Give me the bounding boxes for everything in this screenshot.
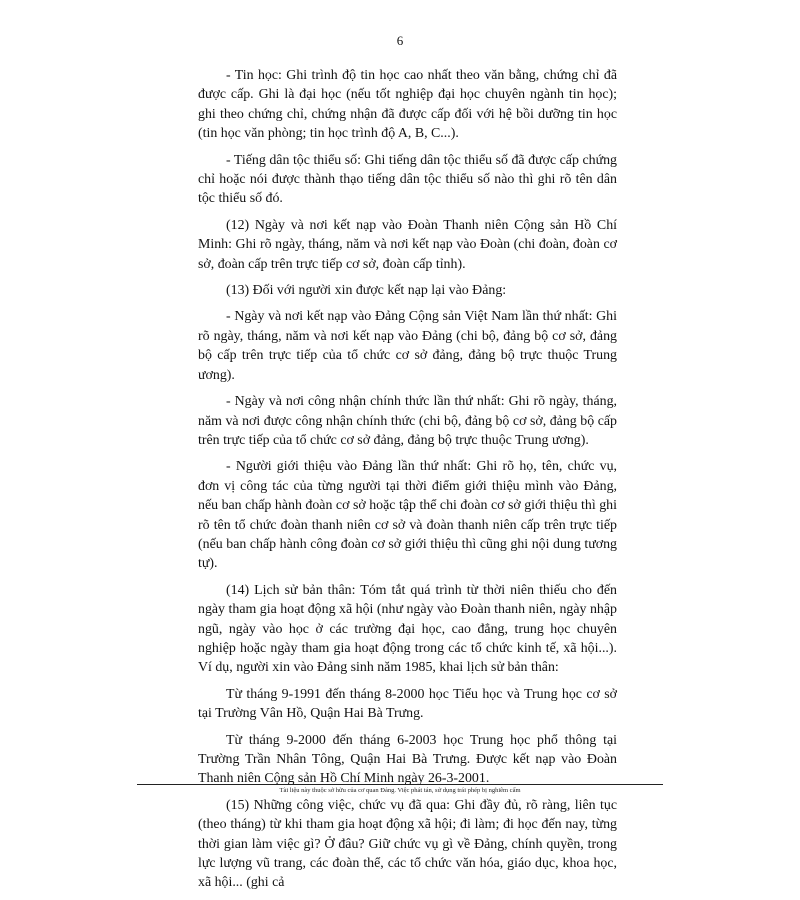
paragraph-13-ket-nap: - Ngày và nơi kết nạp vào Đảng Cộng sản Việt Nam lần thứ nhất: Ghi rõ ngày, tháng, năm và nơi kết nạp vào Đảng (chi bộ, đảng bộ cơ sở, đảng bộ cấp trên trực tiếp của tổ chức cơ sở đảng, đảng bộ trực thuộc Trung ương). [198, 309, 617, 383]
paragraph-14-example-2: Từ tháng 9-2000 đến tháng 6-2003 học Trung học phổ thông tại Trường Trần Nhân Tông, Quận Hai Bà Trưng. Được kết nạp vào Đoàn Thanh niên Cộng sản Hồ Chí Minh ngày 26-3-2001. [198, 732, 617, 787]
paragraph-14-lich-su: (14) Lịch sử bản thân: Tóm tắt quá trình từ thời niên thiếu cho đến ngày tham gia hoạt động xã hội (như ngày vào Đoàn thanh niên, ngày nhập ngũ, ngày vào học ở các trường đại học, cao đẳng, trung học chuyên nghiệp hoặc ngày tham gia hoạt động trong các tổ chức kinh tế, xã hội...). Ví dụ, người xin vào Đảng sinh năm 1985, khai lịch sử bản thân: [198, 582, 617, 676]
paragraph-tieng-dan-toc: - Tiếng dân tộc thiểu số: Ghi tiếng dân tộc thiểu số đã được cấp chứng chỉ hoặc nói được thành thạo tiếng dân tộc thiểu số nào thì ghi rõ tên dân tộc thiểu số đó. [198, 152, 617, 207]
paragraph-15-cong-viec: (15) Những công việc, chức vụ đã qua: Ghi đầy đủ, rõ ràng, liên tục (theo tháng) từ khi tham gia hoạt động xã hội; đi làm; đi học đến nay, từng thời gian làm việc gì? Ở đâu? Giữ chức vụ gì về Đảng, chính quyền, trong lực lượng vũ trang, các đoàn thể, các tổ chức văn hóa, giáo dục, khoa học, xã hội... (ghi cả [198, 797, 617, 891]
page-number: 6 [396, 33, 404, 48]
paragraph-tin-hoc: - Tin học: Ghi trình độ tin học cao nhất theo văn bằng, chứng chỉ đã được cấp. Ghi là đại học (nếu tốt nghiệp đại học chuyên ngành tin học); ghi theo chứng chỉ, chứng nhận đã được cấp đối với hệ bồi dưỡng tin học (tin học văn phòng; tin học trình độ A, B, C...). [198, 68, 617, 142]
paragraph-13-cong-nhan: - Ngày và nơi công nhận chính thức lần thứ nhất: Ghi rõ ngày, tháng, năm và nơi được công nhận chính thức (chi bộ, đảng bộ cơ sở, đảng bộ cấp trên trực tiếp của tổ chức cơ sở đảng, đảng bộ trực thuộc Trung ương). [198, 394, 617, 448]
paragraph-13-gioi-thieu: - Người giới thiệu vào Đảng lần thứ nhất: Ghi rõ họ, tên, chức vụ, đơn vị công tác của từng người tại thời điểm giới thiệu mình vào Đảng, nếu ban chấp hành đoàn cơ sở hoặc tập thể chi đoàn cơ sở giới thiệu thì ghi rõ tên tổ chức đoàn thanh niên cơ sở và đoàn thanh niên cấp trên trực tiếp (nếu ban chấp hành công đoàn cơ sở giới thiệu thì cũng ghi nội dung tương tự). [198, 459, 617, 572]
paragraph-13-heading: (13) Đối với người xin được kết nạp lại vào Đảng: [226, 283, 507, 299]
footer-note: Tài liệu này thuộc sở hữu của cơ quan Đảng. Việc phát tán, sử dụng trái phép bị nghiêm cấm [279, 787, 521, 794]
paragraph-14-example-1: Từ tháng 9-1991 đến tháng 8-2000 học Tiểu học và Trung học cơ sở tại Trường Vân Hồ, Quận Hai Bà Trưng. [198, 686, 617, 722]
body-text [198, 66, 617, 900]
paragraph-12-doan: (12) Ngày và nơi kết nạp vào Đoàn Thanh niên Cộng sản Hồ Chí Minh: Ghi rõ ngày, tháng, năm và nơi kết nạp vào Đoàn (chi đoàn, đoàn cơ sở, đoàn cấp trên trực tiếp cơ sở, đoàn cấp tỉnh). [198, 217, 617, 272]
footer-divider [137, 784, 663, 785]
